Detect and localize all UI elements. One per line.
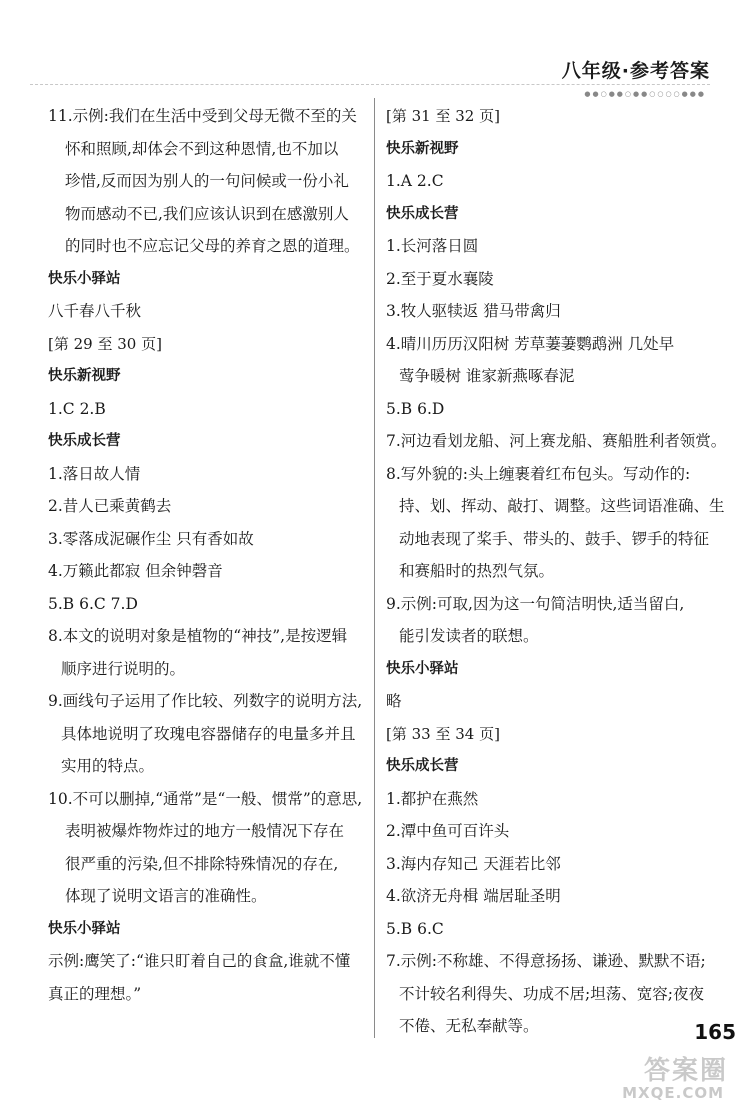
answer-line-continued: 实用的特点。 [61, 757, 155, 775]
answer-line-continued: 顺序进行说明的。 [61, 659, 186, 678]
answer-line-continued: 怀和照顾,却体会不到这种恩情,也不加以 [65, 139, 339, 158]
section-heading: 快乐小驿站 [48, 270, 121, 287]
answer-line-continued: 体现了说明文语言的准确性。 [65, 887, 267, 905]
answer-line: 8.写外貌的:头上缠裹着红布包头。写动作的: [386, 464, 691, 483]
answer-line: 4.万籁此都寂 但余钟磬音 [48, 562, 223, 580]
answer-line: 1.长河落日圆 [386, 237, 479, 255]
answer-line: 3.零落成泥碾作尘 只有香如故 [48, 529, 254, 548]
answer-line-continued: 珍惜,反而因为别人的一句问候或一份小礼 [65, 172, 349, 190]
answer-line: 八千春八千秋 [48, 302, 142, 320]
answer-line-continued: 的同时也不应忘记父母的养育之恩的道理。 [65, 237, 360, 255]
header-dots: ●●○●●○●●○○○○●●● [584, 90, 706, 98]
section-heading: 快乐成长营 [386, 205, 459, 222]
section-heading: 快乐成长营 [48, 433, 121, 449]
answer-line: 8.本文的说明对象是植物的“神技”,是按逻辑 [48, 627, 348, 645]
watermark-text: 答案圈 [643, 1056, 728, 1086]
watermark [583, 1050, 728, 1102]
section-heading: 快乐小驿站 [48, 920, 121, 937]
answer-line-continued: 能引发读者的联想。 [399, 627, 539, 645]
answer-line-continued: 动地表现了桨手、带头的、鼓手、锣手的特征 [399, 529, 710, 548]
answer-line: 1.都护在燕然 [386, 789, 479, 808]
answer-line: 9.画线句子运用了作比较、列数字的说明方法, [48, 692, 363, 710]
answer-line: 4.欲济无舟楫 端居耻圣明 [386, 887, 561, 905]
answer-line-continued: 不倦、无私奉献等。 [399, 1017, 539, 1035]
header-rule [30, 84, 710, 85]
answer-line: 真正的理想。” [48, 984, 142, 1003]
answer-line-continued: 物而感动不已,我们应该认识到在感激别人 [65, 204, 349, 223]
section-heading: 快乐小驿站 [386, 660, 459, 677]
answer-line: 1.C 2.B [48, 399, 106, 418]
answer-line: 9.示例:可取,因为这一句简洁明快,适当留白, [386, 594, 685, 613]
answer-line: 11.示例:我们在生活中受到父母无微不至的关 [48, 107, 357, 125]
page-range-label: [第 29 至 30 页] [48, 334, 162, 353]
answer-line: 2.潭中鱼可百许头 [386, 822, 510, 840]
section-header: 八年级·参考答案 [561, 60, 710, 82]
section-heading: 快乐成长营 [386, 758, 459, 774]
answer-line: 7.河边看划龙船、河上赛龙船、赛船胜利者领赏。 [386, 432, 727, 450]
answer-line: 1.落日故人情 [48, 464, 141, 483]
answer-line-continued: 不计较名利得失、功成不居;坦荡、宽容;夜夜 [399, 984, 704, 1003]
answer-line: 5.B 6.D [386, 399, 445, 418]
answer-line: 3.牧人驱犊返 猎马带禽归 [386, 302, 561, 320]
answer-line: 5.B 6.C [386, 919, 444, 938]
answer-line: 略 [386, 692, 402, 710]
page-range-label: [第 31 至 32 页] [386, 107, 500, 125]
answer-line: 3.海内存知己 天涯若比邻 [386, 854, 561, 873]
right-column [386, 100, 727, 1043]
page-range-label: [第 33 至 34 页] [386, 724, 500, 743]
section-heading: 快乐新视野 [48, 368, 121, 384]
watermark-url: MXQE.COM [622, 1084, 724, 1102]
answer-line-continued: 很严重的污染,但不排除特殊情况的存在, [65, 854, 339, 873]
answer-line: 5.B 6.C 7.D [48, 594, 138, 613]
answer-line-continued: 和赛船时的热烈气氛。 [399, 562, 555, 580]
answer-line: 示例:鹰笑了:“谁只盯着自己的食盒,谁就不懂 [48, 952, 351, 970]
answer-line: 7.示例:不称雄、不得意扬扬、谦逊、默默不语; [386, 952, 706, 970]
answer-line: 1.A 2.C [386, 172, 444, 190]
answer-line: 4.晴川历历汉阳树 芳草萋萋鹦鹉洲 几处早 [386, 334, 675, 353]
answer-line-continued: 表明被爆炸物炸过的地方一般情况下存在 [65, 822, 345, 840]
answer-line: 2.至于夏水襄陵 [386, 269, 494, 288]
answer-line: 2.昔人已乘黄鹤去 [48, 497, 172, 515]
answer-line-continued: 持、划、挥动、敲打、调整。这些词语准确、生 [399, 497, 725, 515]
column-divider [374, 98, 375, 1038]
section-heading: 快乐新视野 [386, 140, 459, 157]
answer-line: 10.不可以删掉,“通常”是“一般、惯常”的意思, [48, 789, 363, 808]
answer-line-continued: 具体地说明了玫瑰电容器储存的电量多并且 [61, 724, 356, 743]
left-column [48, 100, 366, 1010]
page-number: 165 [694, 1020, 736, 1044]
answer-line-continued: 莺争暖树 谁家新燕啄春泥 [399, 367, 575, 385]
